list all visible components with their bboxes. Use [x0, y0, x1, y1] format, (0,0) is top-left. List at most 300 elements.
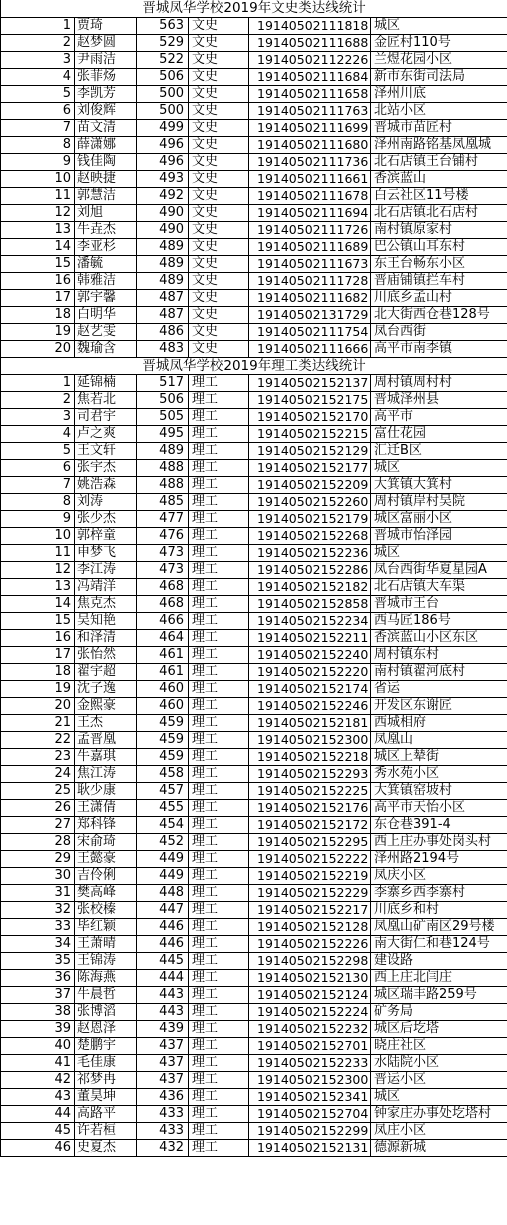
student-name: 潘毓	[75, 255, 137, 272]
row-number: 18	[1, 663, 75, 680]
row-number: 4	[1, 68, 75, 85]
subject-category: 理工	[189, 459, 249, 476]
table-row	[1, 374, 507, 391]
exam-id: 19140502152299	[249, 1122, 371, 1139]
subject-category: 理工	[189, 544, 249, 561]
row-number: 8	[1, 493, 75, 510]
row-number: 11	[1, 187, 75, 204]
row-number: 15	[1, 612, 75, 629]
student-name: 毛佳康	[75, 1054, 137, 1071]
subject-category: 文史	[189, 136, 249, 153]
student-name: 赵梦圆	[75, 34, 137, 51]
student-name: 和泽清	[75, 629, 137, 646]
table-row	[1, 612, 507, 629]
row-number: 32	[1, 901, 75, 918]
exam-score: 500	[137, 102, 189, 119]
student-name: 司君宇	[75, 408, 137, 425]
exam-id: 19140502152219	[249, 867, 371, 884]
table-row	[1, 255, 507, 272]
home-address: 大箕镇窑坡村	[371, 782, 507, 799]
table-row	[1, 833, 507, 850]
subject-category: 理工	[189, 1037, 249, 1054]
table-row	[1, 952, 507, 969]
exam-score: 492	[137, 187, 189, 204]
row-number: 46	[1, 1139, 75, 1156]
exam-score: 487	[137, 306, 189, 323]
exam-score: 461	[137, 646, 189, 663]
exam-score: 489	[137, 238, 189, 255]
row-number: 20	[1, 697, 75, 714]
exam-id: 19140502111666	[249, 340, 371, 357]
exam-id: 19140502152217	[249, 901, 371, 918]
subject-category: 理工	[189, 663, 249, 680]
home-address: 钟家庄办事处圪塔村	[371, 1105, 507, 1122]
exam-id: 19140502152240	[249, 646, 371, 663]
row-number: 38	[1, 1003, 75, 1020]
row-number: 40	[1, 1037, 75, 1054]
exam-score: 447	[137, 901, 189, 918]
home-address: 川底乡孟山村	[371, 289, 507, 306]
subject-category: 理工	[189, 986, 249, 1003]
exam-id: 19140502152209	[249, 476, 371, 493]
home-address: 凤台西街华夏星园A	[371, 561, 507, 578]
exam-score: 439	[137, 1020, 189, 1037]
row-number: 3	[1, 408, 75, 425]
student-name: 祁梦冉	[75, 1071, 137, 1088]
student-name: 耿少康	[75, 782, 137, 799]
subject-category: 文史	[189, 170, 249, 187]
row-number: 5	[1, 85, 75, 102]
table-row	[1, 578, 507, 595]
exam-score: 443	[137, 986, 189, 1003]
subject-category: 理工	[189, 408, 249, 425]
home-address: 白云社区11号楼	[371, 187, 507, 204]
exam-id: 19140502152232	[249, 1020, 371, 1037]
table-row	[1, 187, 507, 204]
home-address: 凤台西街	[371, 323, 507, 340]
student-name: 陈海燕	[75, 969, 137, 986]
table-row	[1, 238, 507, 255]
home-address: 晋城市苗匠村	[371, 119, 507, 136]
exam-score: 506	[137, 68, 189, 85]
home-address: 晋城市王台	[371, 595, 507, 612]
student-name: 王潇倩	[75, 799, 137, 816]
exam-score: 473	[137, 561, 189, 578]
exam-id: 19140502111736	[249, 153, 371, 170]
exam-id: 19140502152286	[249, 561, 371, 578]
student-name: 李亚杉	[75, 238, 137, 255]
subject-category: 文史	[189, 289, 249, 306]
table-row	[1, 816, 507, 833]
student-name: 许若桓	[75, 1122, 137, 1139]
row-number: 12	[1, 561, 75, 578]
student-name: 郭宇馨	[75, 289, 137, 306]
table-row	[1, 510, 507, 527]
table-row	[1, 527, 507, 544]
student-name: 申梦飞	[75, 544, 137, 561]
home-address: 兰煜花园小区	[371, 51, 507, 68]
student-name: 魏瑜含	[75, 340, 137, 357]
home-address: 北石店镇王台铺村	[371, 153, 507, 170]
home-address: 秀水苑小区	[371, 765, 507, 782]
subject-category: 理工	[189, 782, 249, 799]
home-address: 城区	[371, 1088, 507, 1105]
student-name: 焦江涛	[75, 765, 137, 782]
row-number: 6	[1, 459, 75, 476]
exam-id: 19140502152858	[249, 595, 371, 612]
home-address: 南村镇翟河底村	[371, 663, 507, 680]
home-address: 西城相府	[371, 714, 507, 731]
row-number: 35	[1, 952, 75, 969]
row-number: 12	[1, 204, 75, 221]
student-name: 郑科锋	[75, 816, 137, 833]
home-address: 水陆院小区	[371, 1054, 507, 1071]
home-address: 西上庄办事处岗头村	[371, 833, 507, 850]
section-title-row	[1, 357, 507, 374]
subject-category: 理工	[189, 493, 249, 510]
subject-category: 理工	[189, 850, 249, 867]
exam-score: 432	[137, 1139, 189, 1156]
home-address: 周村镇岸村吴院	[371, 493, 507, 510]
home-address: 高平市	[371, 408, 507, 425]
table-row	[1, 408, 507, 425]
subject-category: 理工	[189, 765, 249, 782]
home-address: 周村镇东村	[371, 646, 507, 663]
subject-category: 文史	[189, 340, 249, 357]
exam-score: 445	[137, 952, 189, 969]
table-row	[1, 119, 507, 136]
exam-score: 485	[137, 493, 189, 510]
table-row	[1, 170, 507, 187]
home-address: 高平市南李镇	[371, 340, 507, 357]
subject-category: 文史	[189, 323, 249, 340]
row-number: 22	[1, 731, 75, 748]
row-number: 1	[1, 17, 75, 34]
exam-score: 433	[137, 1122, 189, 1139]
table-row	[1, 1139, 507, 1156]
table-row	[1, 680, 507, 697]
subject-category: 理工	[189, 935, 249, 952]
exam-score: 488	[137, 476, 189, 493]
row-number: 27	[1, 816, 75, 833]
home-address: 城区	[371, 17, 507, 34]
table-row	[1, 136, 507, 153]
exam-id: 19140502111680	[249, 136, 371, 153]
subject-category: 理工	[189, 527, 249, 544]
home-address: 德源新城	[371, 1139, 507, 1156]
exam-id: 19140502111673	[249, 255, 371, 272]
table-row	[1, 697, 507, 714]
student-name: 白明华	[75, 306, 137, 323]
exam-id: 19140502111688	[249, 34, 371, 51]
student-name: 延锦楠	[75, 374, 137, 391]
row-number: 42	[1, 1071, 75, 1088]
exam-id: 19140502152181	[249, 714, 371, 731]
exam-score: 449	[137, 867, 189, 884]
exam-score: 448	[137, 884, 189, 901]
home-address: 晓庄社区	[371, 1037, 507, 1054]
student-name: 王锦涛	[75, 952, 137, 969]
row-number: 24	[1, 765, 75, 782]
table-row	[1, 544, 507, 561]
exam-score: 483	[137, 340, 189, 357]
row-number: 3	[1, 51, 75, 68]
exam-score: 490	[137, 221, 189, 238]
exam-id: 19140502152246	[249, 697, 371, 714]
table-row	[1, 85, 507, 102]
row-number: 30	[1, 867, 75, 884]
subject-category: 理工	[189, 901, 249, 918]
subject-category: 文史	[189, 119, 249, 136]
student-name: 樊高峰	[75, 884, 137, 901]
home-address: 新市东街司法局	[371, 68, 507, 85]
subject-category: 理工	[189, 374, 249, 391]
row-number: 16	[1, 629, 75, 646]
subject-category: 文史	[189, 221, 249, 238]
subject-category: 文史	[189, 51, 249, 68]
exam-score: 506	[137, 391, 189, 408]
exam-id: 19140502111728	[249, 272, 371, 289]
exam-id: 19140502111763	[249, 102, 371, 119]
student-name: 卢之爽	[75, 425, 137, 442]
home-address: 川底乡和村	[371, 901, 507, 918]
table-row	[1, 1003, 507, 1020]
student-name: 张少杰	[75, 510, 137, 527]
exam-id: 19140502152260	[249, 493, 371, 510]
exam-score: 489	[137, 272, 189, 289]
table-row	[1, 935, 507, 952]
row-number: 14	[1, 595, 75, 612]
student-name: 张菲炀	[75, 68, 137, 85]
exam-score: 460	[137, 697, 189, 714]
home-address: 西马匠186号	[371, 612, 507, 629]
subject-category: 理工	[189, 1088, 249, 1105]
table-row	[1, 1020, 507, 1037]
student-name: 刘俊辉	[75, 102, 137, 119]
exam-score: 500	[137, 85, 189, 102]
exam-id: 19140502111818	[249, 17, 371, 34]
table-row	[1, 918, 507, 935]
exam-id: 19140502152175	[249, 391, 371, 408]
home-address: 巴公镇山耳东村	[371, 238, 507, 255]
subject-category: 理工	[189, 867, 249, 884]
subject-category: 文史	[189, 204, 249, 221]
row-number: 43	[1, 1088, 75, 1105]
exam-score: 466	[137, 612, 189, 629]
exam-score: 446	[137, 935, 189, 952]
student-name: 吴知艳	[75, 612, 137, 629]
subject-category: 理工	[189, 1020, 249, 1037]
exam-score: 459	[137, 748, 189, 765]
home-address: 凤庆小区	[371, 867, 507, 884]
exam-score: 563	[137, 17, 189, 34]
home-address: 南村镇原家村	[371, 221, 507, 238]
subject-category: 文史	[189, 255, 249, 272]
row-number: 29	[1, 850, 75, 867]
student-name: 薛潇娜	[75, 136, 137, 153]
subject-category: 文史	[189, 272, 249, 289]
table-row	[1, 340, 507, 357]
subject-category: 理工	[189, 884, 249, 901]
exam-score: 529	[137, 34, 189, 51]
subject-category: 理工	[189, 969, 249, 986]
exam-id: 19140502152215	[249, 425, 371, 442]
exam-id: 19140502152233	[249, 1054, 371, 1071]
exam-id: 19140502152124	[249, 986, 371, 1003]
exam-score: 458	[137, 765, 189, 782]
row-number: 33	[1, 918, 75, 935]
row-number: 18	[1, 306, 75, 323]
subject-category: 理工	[189, 646, 249, 663]
row-number: 34	[1, 935, 75, 952]
student-name: 郭梓童	[75, 527, 137, 544]
student-name: 张校榛	[75, 901, 137, 918]
row-number: 20	[1, 340, 75, 357]
student-name: 冯靖洋	[75, 578, 137, 595]
subject-category: 文史	[189, 306, 249, 323]
student-name: 沈子逸	[75, 680, 137, 697]
exam-id: 19140502152225	[249, 782, 371, 799]
table-row	[1, 1105, 507, 1122]
row-number: 44	[1, 1105, 75, 1122]
exam-score: 449	[137, 850, 189, 867]
home-address: 东王台畅东小区	[371, 255, 507, 272]
table-row	[1, 272, 507, 289]
exam-score: 499	[137, 119, 189, 136]
student-name: 王杰	[75, 714, 137, 731]
row-number: 41	[1, 1054, 75, 1071]
home-address: 晋城市怡泽园	[371, 527, 507, 544]
table-row	[1, 102, 507, 119]
exam-score: 443	[137, 1003, 189, 1020]
exam-id: 19140502152172	[249, 816, 371, 833]
row-number: 28	[1, 833, 75, 850]
row-number: 8	[1, 136, 75, 153]
exam-id: 19140502152236	[249, 544, 371, 561]
exam-id: 19140502152137	[249, 374, 371, 391]
home-address: 周村镇周村村	[371, 374, 507, 391]
row-number: 19	[1, 680, 75, 697]
exam-score: 490	[137, 204, 189, 221]
table-row	[1, 765, 507, 782]
exam-score: 437	[137, 1037, 189, 1054]
exam-id: 19140502111684	[249, 68, 371, 85]
exam-score: 460	[137, 680, 189, 697]
exam-score: 444	[137, 969, 189, 986]
student-name: 张宇杰	[75, 459, 137, 476]
exam-id: 19140502152298	[249, 952, 371, 969]
student-name: 赵艺雯	[75, 323, 137, 340]
row-number: 26	[1, 799, 75, 816]
exam-score: 505	[137, 408, 189, 425]
student-name: 刘涛	[75, 493, 137, 510]
row-number: 39	[1, 1020, 75, 1037]
table-row	[1, 1071, 507, 1088]
table-row	[1, 204, 507, 221]
exam-id: 19140502111658	[249, 85, 371, 102]
subject-category: 理工	[189, 561, 249, 578]
table-row	[1, 969, 507, 986]
table-row	[1, 425, 507, 442]
table-row	[1, 493, 507, 510]
exam-score: 496	[137, 153, 189, 170]
row-number: 21	[1, 714, 75, 731]
table-row	[1, 34, 507, 51]
home-address: 凤凰山矿南区29号楼	[371, 918, 507, 935]
exam-id: 19140502152229	[249, 884, 371, 901]
exam-score: 489	[137, 255, 189, 272]
row-number: 17	[1, 289, 75, 306]
exam-id: 19140502152341	[249, 1088, 371, 1105]
table-row	[1, 68, 507, 85]
exam-score: 495	[137, 425, 189, 442]
subject-category: 文史	[189, 102, 249, 119]
exam-id: 19140502152179	[249, 510, 371, 527]
home-address: 矿务局	[371, 1003, 507, 1020]
exam-id: 19140502152300	[249, 1071, 371, 1088]
subject-category: 文史	[189, 34, 249, 51]
subject-category: 文史	[189, 68, 249, 85]
subject-category: 理工	[189, 1139, 249, 1156]
exam-score: 522	[137, 51, 189, 68]
exam-id: 19140502152293	[249, 765, 371, 782]
table-row	[1, 1054, 507, 1071]
home-address: 泽州川底	[371, 85, 507, 102]
student-name: 李江涛	[75, 561, 137, 578]
student-name: 牛晨哲	[75, 986, 137, 1003]
exam-score: 468	[137, 578, 189, 595]
row-number: 45	[1, 1122, 75, 1139]
student-name: 李凯芳	[75, 85, 137, 102]
exam-id: 19140502131729	[249, 306, 371, 323]
table-row	[1, 850, 507, 867]
row-number: 2	[1, 34, 75, 51]
subject-category: 文史	[189, 153, 249, 170]
row-number: 25	[1, 782, 75, 799]
home-address: 香滨蓝山	[371, 170, 507, 187]
exam-id: 19140502111726	[249, 221, 371, 238]
exam-id: 19140502152131	[249, 1139, 371, 1156]
exam-score: 473	[137, 544, 189, 561]
student-name: 姚浩森	[75, 476, 137, 493]
home-address: 城区后圪塔	[371, 1020, 507, 1037]
student-name: 刘旭	[75, 204, 137, 221]
exam-score: 468	[137, 595, 189, 612]
subject-category: 理工	[189, 1122, 249, 1139]
exam-id: 19140502152129	[249, 442, 371, 459]
table-row	[1, 901, 507, 918]
table-row	[1, 748, 507, 765]
home-address: 富仕花园	[371, 425, 507, 442]
student-name: 尹雨洁	[75, 51, 137, 68]
subject-category: 理工	[189, 952, 249, 969]
exam-score: 452	[137, 833, 189, 850]
home-address: 凤庄小区	[371, 1122, 507, 1139]
table-row	[1, 629, 507, 646]
home-address: 城区上辇街	[371, 748, 507, 765]
exam-id: 19140502152295	[249, 833, 371, 850]
science-title: 晋城凤华学校2019年理工类达线统计	[1, 357, 507, 374]
exam-score: 464	[137, 629, 189, 646]
exam-id: 19140502111661	[249, 170, 371, 187]
exam-score: 446	[137, 918, 189, 935]
subject-category: 理工	[189, 510, 249, 527]
home-address: 北石店镇北石店村	[371, 204, 507, 221]
table-row	[1, 986, 507, 1003]
student-name: 钱佳陶	[75, 153, 137, 170]
subject-category: 理工	[189, 799, 249, 816]
liberal-arts-title: 晋城凤华学校2019年文史类达线统计	[1, 0, 507, 17]
